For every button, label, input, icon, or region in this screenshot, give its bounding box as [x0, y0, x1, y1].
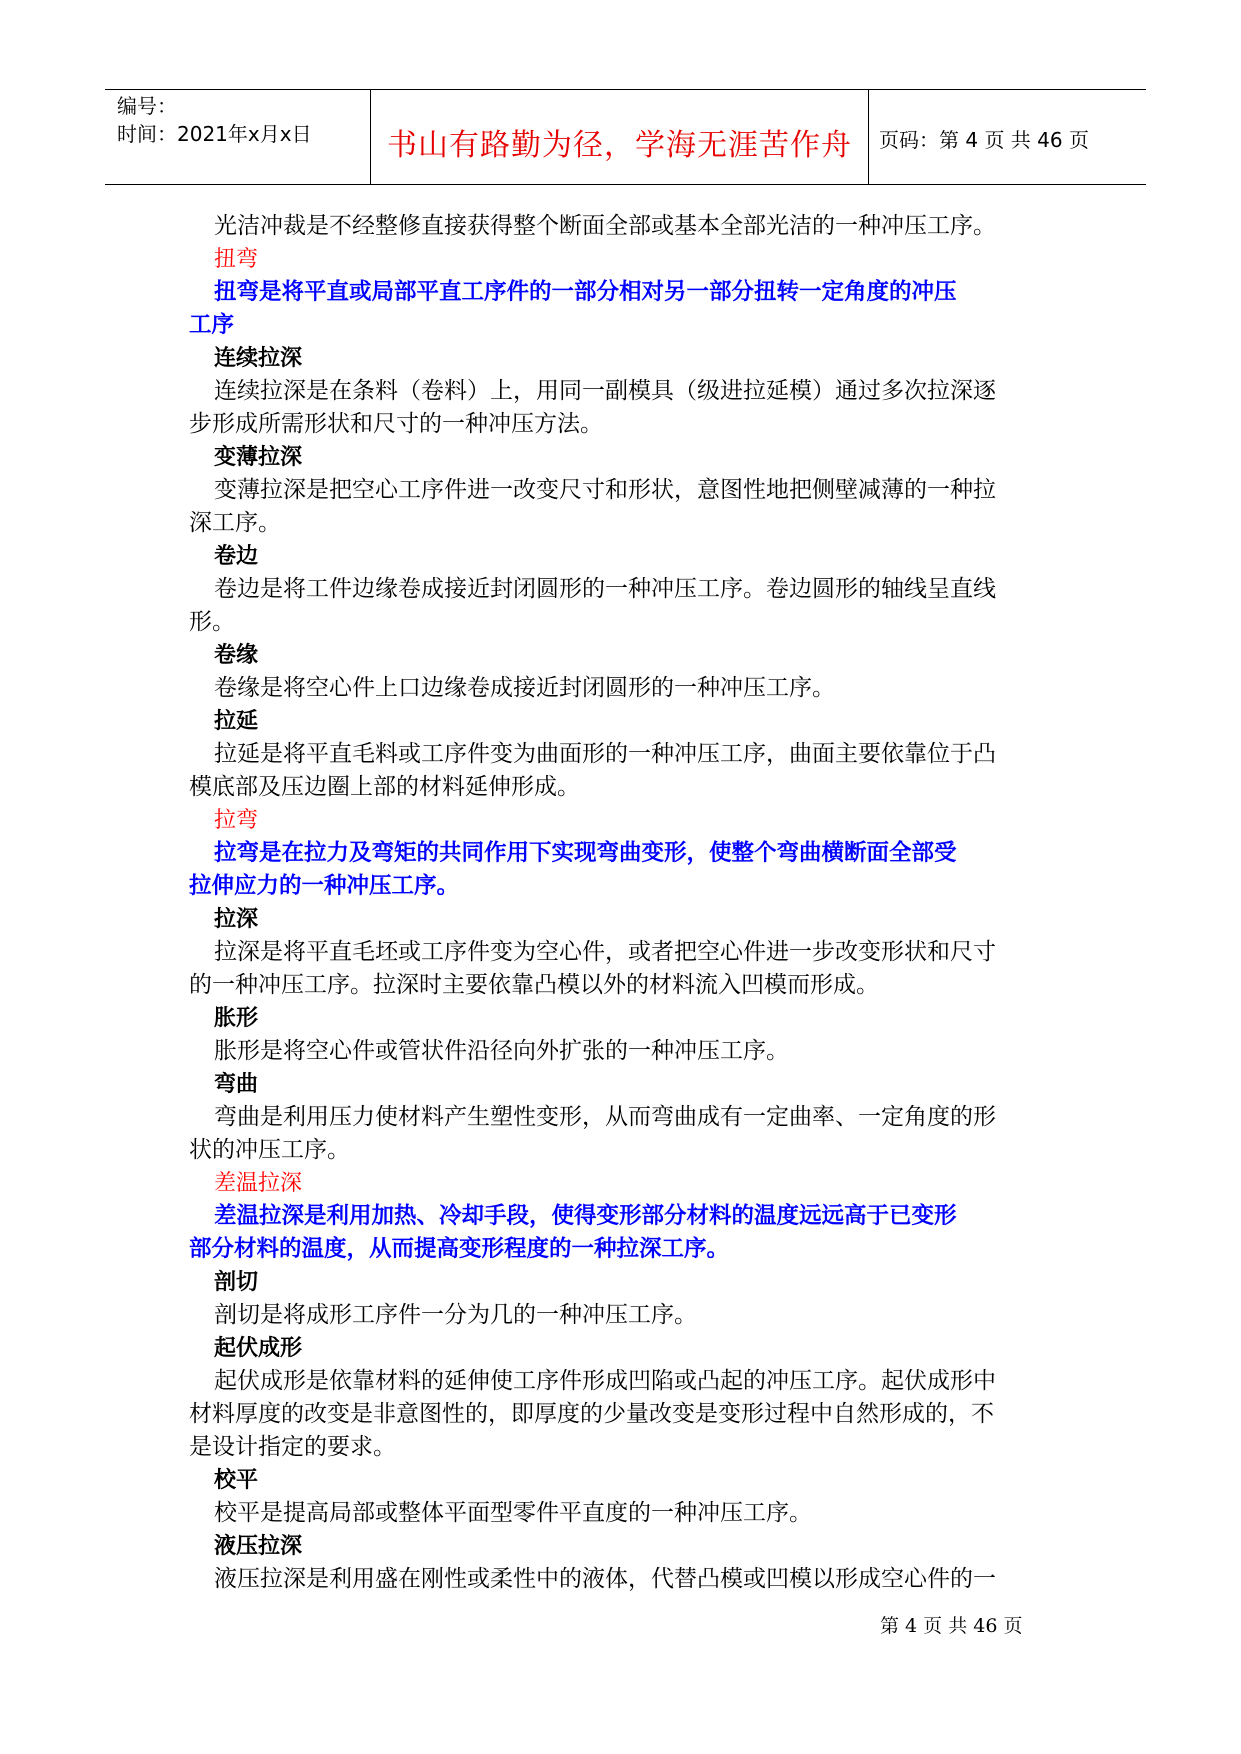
header-left-cell: [105, 90, 370, 184]
definition-highlight-line: 拉弯是在拉力及弯矩的共同作用下实现弯曲变形，使整个弯曲横断面全部受: [214, 840, 957, 866]
definition-line: 连续拉深是在条料（卷料）上，用同一副模具（级进拉延模）通过多次拉深逐: [214, 378, 996, 404]
definition-line: 材料厚度的改变是非意图性的，即厚度的少量改变是变形过程中自然形成的，不: [189, 1401, 994, 1427]
term-heading: 液压拉深: [214, 1534, 303, 1559]
definition-line: 拉深是将平直毛坯或工序件变为空心件，或者把空心件进一步改变形状和尺寸: [214, 939, 996, 965]
page-footer: 第 4 页 共 46 页: [880, 1615, 1023, 1637]
term-heading: 拉延: [214, 709, 259, 734]
definition-line: 变薄拉深是把空心工序件进一改变尺寸和形状，意图性地把侧壁减薄的一种拉: [214, 477, 996, 503]
header-page-cell: [869, 90, 1146, 184]
term-heading: 卷缘: [214, 643, 259, 668]
definition-line: 模底部及压边圈上部的材料延伸形成。: [189, 774, 580, 800]
motto: 书山有路勤为径，学海无涯苦作舟: [387, 128, 852, 163]
term-heading: 起伏成形: [214, 1336, 303, 1361]
definition-line: 卷缘是将空心件上口边缘卷成接近封闭圆形的一种冲压工序。: [214, 675, 835, 701]
term-heading: 拉深: [214, 907, 259, 932]
definition-line: 形。: [189, 609, 235, 635]
definition-line: 是设计指定的要求。: [189, 1434, 396, 1460]
definition-line: 液压拉深是利用盛在刚性或柔性中的液体，代替凸模或凹模以形成空心件的一: [214, 1566, 996, 1592]
document-time: 时间：2021年x月x日: [117, 122, 312, 146]
term-heading: 校平: [214, 1468, 259, 1493]
term-heading: 弯曲: [214, 1072, 259, 1097]
definition-highlight-line: 工序: [189, 312, 235, 338]
definition-line: 胀形是将空心件或管状件沿径向外扩张的一种冲压工序。: [214, 1038, 789, 1064]
definition-line: 光洁冲裁是不经整修直接获得整个断面全部或基本全部光洁的一种冲压工序。: [214, 213, 996, 239]
definition-line: 弯曲是利用压力使材料产生塑性变形，从而弯曲成有一定曲率、一定角度的形: [214, 1104, 996, 1130]
definition-line: 卷边是将工件边缘卷成接近封闭圆形的一种冲压工序。卷边圆形的轴线呈直线: [214, 576, 996, 602]
definition-highlight-line: 差温拉深是利用加热、冷却手段，使得变形部分材料的温度远远高于已变形: [214, 1203, 957, 1229]
term-heading: 胀形: [214, 1006, 259, 1031]
definition-highlight-line: 扭弯是将平直或局部平直工序件的一部分相对另一部分扭转一定角度的冲压: [214, 279, 957, 305]
definition-highlight-line: 部分材料的温度，从而提高变形程度的一种拉深工序。: [189, 1236, 730, 1262]
term-heading: 卷边: [214, 544, 259, 569]
definition-line: 校平是提高局部或整体平面型零件平直度的一种冲压工序。: [214, 1500, 812, 1526]
definition-line: 步形成所需形状和尺寸的一种冲压方法。: [189, 411, 603, 437]
document-body: [189, 210, 1064, 1596]
definition-line: 的一种冲压工序。拉深时主要依靠凸模以外的材料流入凹模而形成。: [189, 972, 879, 998]
header-motto-cell: [370, 90, 869, 184]
term-heading: 变薄拉深: [214, 445, 303, 470]
term-heading: 连续拉深: [214, 346, 303, 371]
term-heading-highlight: 拉弯: [214, 808, 259, 833]
document-number: 编号：: [117, 94, 177, 118]
term-heading: 剖切: [214, 1270, 259, 1295]
term-heading-highlight: 差温拉深: [214, 1171, 303, 1196]
term-heading-highlight: 扭弯: [214, 247, 259, 272]
header-table: [105, 89, 1146, 185]
definition-highlight-line: 拉伸应力的一种冲压工序。: [189, 873, 460, 899]
definition-line: 状的冲压工序。: [189, 1137, 350, 1163]
page-indicator: 页码：第 4 页 共 46 页: [879, 128, 1089, 152]
definition-line: 起伏成形是依靠材料的延伸使工序件形成凹陷或凸起的冲压工序。起伏成形中: [214, 1368, 996, 1394]
definition-line: 剖切是将成形工序件一分为几的一种冲压工序。: [214, 1302, 697, 1328]
definition-line: 深工序。: [189, 510, 281, 536]
definition-line: 拉延是将平直毛料或工序件变为曲面形的一种冲压工序，曲面主要依靠位于凸: [214, 741, 996, 767]
